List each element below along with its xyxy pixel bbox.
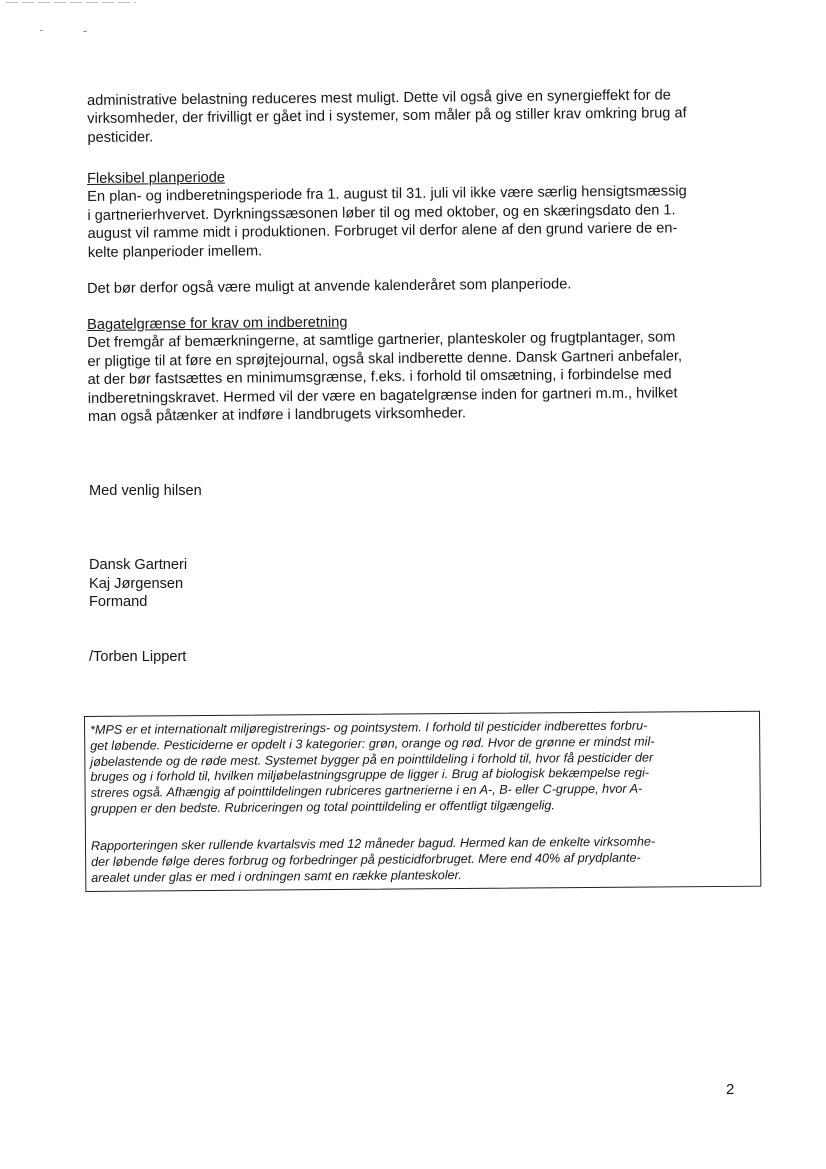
intro-paragraph: [87, 86, 749, 148]
footnote-line: jøbelastende og de røde mest. Systemet bygger på en pointtildeling i forhold til, hvor få pesticider der: [90, 750, 654, 769]
section-flexible-conclusion: [87, 274, 749, 299]
footnote-line: gruppen er den bedste. Rubriceringen og total pointtildeling er offentligt tilgængelig.: [90, 798, 555, 816]
footnote-paragraph-1: [90, 718, 759, 818]
section-heading: Bagatelgrænse for krav om indberetning: [87, 314, 348, 333]
text-line: Det fremgår af bemærkningerne, at samtlige gartnerier, planteskoler og frugtplantager, som: [87, 329, 676, 352]
footnote-paragraph-2: [91, 834, 759, 887]
text-line: indberetningskravet. Hermed vil der være en bagatelgrænse inden for gartneri m.m., hvilket: [87, 384, 678, 407]
footnote-line: arealet under glas er med i ordningen samt en række planteskoler.: [91, 867, 462, 885]
signatory-title: Formand: [89, 594, 148, 611]
text-line: i gartnerierhvervet. Dyrkningssæsonen løber til og med oktober, og en skæringsdato den 1.: [87, 202, 676, 224]
scan-artifact: [40, 30, 43, 31]
organization-name: Dansk Gartneri: [89, 557, 188, 573]
signature-block: [89, 556, 187, 612]
footnote-line: *MPS er et internationalt miljøregistrerings- og pointsystem. I forhold til pesticider indberettes forbru-: [90, 718, 648, 737]
section-threshold: [87, 310, 750, 427]
text-line: kelte planperioder imellem.: [87, 242, 263, 261]
text-line: Det bør derfor også være muligt at anvende kalenderåret som planperiode.: [87, 276, 572, 297]
footnote-line: get løbende. Pesticiderne er opdelt i 3 kategorier: grøn, orange og rød. Hvor de grønne er mindst mil-: [90, 734, 655, 753]
scan-artifact: [6, 2, 136, 3]
text-line: er pligtige til at føre en sprøjtejournal, også skal indberette denne. Dansk Gartneri anbefaler,: [87, 348, 683, 370]
text-line: virksomheder, der frivilligt er gået ind i systemer, som måler på og stiller krav omkring brug af: [87, 105, 687, 128]
secondary-signatory: /Torben Lippert: [89, 649, 187, 665]
section-heading: Fleksibel planperiode: [87, 169, 226, 187]
footnote-line: bruges og i forhold til, hvilken miljøbelastningsgruppe de ligger i. Brug af biologisk bekæmpelse regi-: [90, 765, 650, 785]
page-number: 2: [726, 1081, 735, 1098]
footnote-box: [84, 711, 761, 892]
footnote-line: streres også. Afhængig af pointtildelingen rubriceres gartnerierne i en A-, B- eller C-gruppe, hvor A-: [90, 781, 643, 801]
text-line: man også påtænker at indføre i landbrugets virksomheder.: [87, 405, 467, 426]
section-flexible-period: [87, 164, 750, 262]
text-line: august vil ramme midt i produktionen. Forbruget vil derfor alene af den grund variere de en-: [87, 220, 678, 243]
text-line: pesticider.: [87, 129, 154, 146]
text-line: at der bør fastsættes en minimumsgrænse, f.eks. i forhold til omsætning, i forbindelse med: [87, 366, 672, 389]
signatory-name: Kaj Jørgensen: [89, 575, 184, 592]
footnote-line: der løbende følge deres forbrug og forbedringer på pesticidforbruget. Mere end 40% af prydplante-: [91, 850, 641, 869]
text-line: administrative belastning reduceres mest muligt. Dette vil også give en synergieffekt for de: [87, 87, 671, 109]
text-line: En plan- og indberetningsperiode fra 1. august til 31. juli vil ikke være særlig hensigtsmæssig: [87, 183, 687, 206]
greeting: Med venlig hilsen: [89, 483, 202, 499]
scan-artifact: [83, 31, 87, 32]
footnote-line: Rapporteringen sker rullende kvartalsvis med 12 måneder bagud. Hermed kan de enkelte virksomhe-: [90, 834, 656, 853]
